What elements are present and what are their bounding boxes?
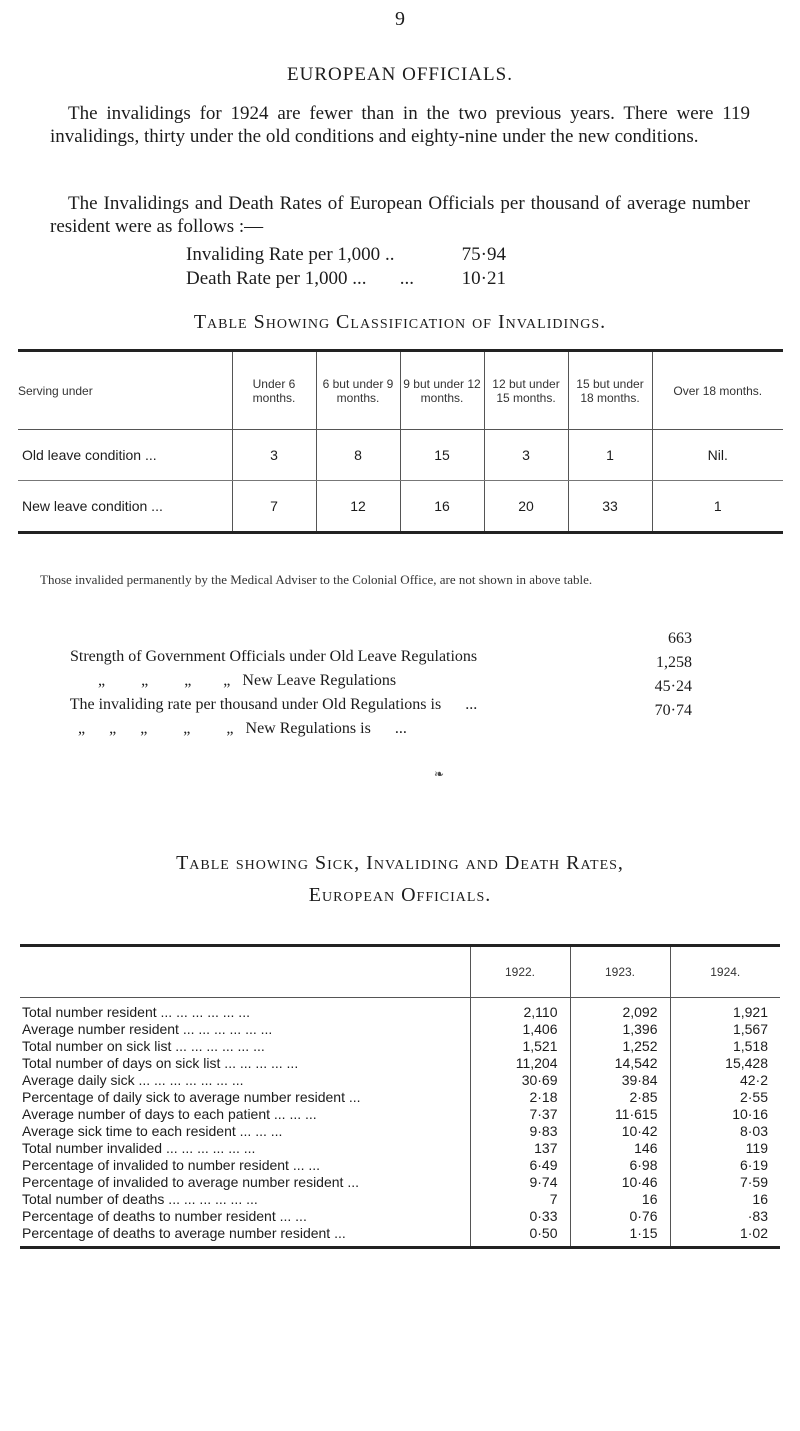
printers-mark-icon: ❧ <box>434 767 445 781</box>
table-cell: 3 <box>484 430 568 481</box>
column-header: Serving under <box>18 351 232 430</box>
table-header-row <box>18 351 783 430</box>
table-cell: 1 <box>652 481 783 533</box>
table-cell: Nil. <box>652 430 783 481</box>
table-cell: 1,567 <box>670 1021 780 1038</box>
table-cell: 1,396 <box>570 1021 670 1038</box>
table-cell: 39·84 <box>570 1072 670 1089</box>
table1-title: Table Showing Classification of Invalidings. <box>193 311 607 333</box>
table-row <box>20 1123 780 1140</box>
table-row <box>20 1072 780 1089</box>
table-cell: 0·76 <box>570 1208 670 1225</box>
table-cell: 16 <box>670 1191 780 1208</box>
table-cell: 7·37 <box>470 1106 570 1123</box>
table-cell: 1,518 <box>670 1038 780 1055</box>
rate-leader: .. <box>380 244 395 265</box>
statement-value: 1,258 <box>656 654 692 671</box>
column-header: 9 but under 12 months. <box>400 351 484 430</box>
table-cell: 2·55 <box>670 1089 780 1106</box>
row-label: Total number of days on sick list ... ... ... ... ... <box>22 1055 299 1071</box>
table-row <box>20 1106 780 1123</box>
statement-text: The invaliding rate per thousand under Old Regulations is ... <box>69 696 478 713</box>
table-row <box>20 1174 780 1191</box>
table-cell: 2·18 <box>470 1089 570 1106</box>
table-cell: 16 <box>570 1191 670 1208</box>
statement-text: Strength of Government Officials under Old Leave Regulations <box>70 648 478 665</box>
table-cell: 3 <box>232 430 316 481</box>
section-title: EUROPEAN OFFICIALS. <box>287 64 513 85</box>
row-label: Old leave condition ... <box>18 430 232 481</box>
table-row <box>20 1140 780 1157</box>
table-row <box>20 1208 780 1225</box>
row-label: Percentage of deaths to number resident ... ... <box>22 1208 307 1224</box>
statement-value: 663 <box>668 630 692 647</box>
column-header: Under 6 months. <box>232 351 316 430</box>
table-cell: 1,921 <box>670 998 780 1022</box>
year-header: 1923. <box>570 946 670 998</box>
row-label: Total number on sick list ... ... ... ... ... ... <box>22 1038 265 1054</box>
table-cell: 7 <box>232 481 316 533</box>
row-label: Percentage of invalided to average number resident ... <box>22 1174 359 1190</box>
table-cell: 9·74 <box>470 1174 570 1191</box>
column-header <box>20 946 470 998</box>
table-row <box>18 430 783 481</box>
table-cell: 1,252 <box>570 1038 670 1055</box>
table-cell: 6·19 <box>670 1157 780 1174</box>
table-cell: 137 <box>470 1140 570 1157</box>
row-label: Percentage of invalided to number resident ... ... <box>22 1157 321 1173</box>
year-header: 1922. <box>470 946 570 998</box>
table-cell: 6·98 <box>570 1157 670 1174</box>
table-row <box>20 1157 780 1174</box>
table-row <box>18 481 783 533</box>
statement-value: 70·74 <box>654 702 692 719</box>
table-cell: 20 <box>484 481 568 533</box>
table-cell: 11,204 <box>470 1055 570 1072</box>
rate-value: 10·21 <box>461 268 506 289</box>
table2-subtitle: European Officials. <box>308 884 492 906</box>
table-cell: 11·615 <box>570 1106 670 1123</box>
table-cell: 10·46 <box>570 1174 670 1191</box>
rate-value: 75·94 <box>461 244 506 265</box>
table-cell: 7·59 <box>670 1174 780 1191</box>
statement-text: „ „ „ „ New Leave Regulations <box>70 672 397 689</box>
statement-row <box>62 702 692 738</box>
table-cell: 2,110 <box>470 998 570 1022</box>
invalidings-classification-table <box>18 349 783 534</box>
table-cell: 15 <box>400 430 484 481</box>
table-cell: 9·83 <box>470 1123 570 1140</box>
table-cell: 8 <box>316 430 400 481</box>
rate-label: Death Rate per 1,000 <box>186 268 348 289</box>
table-cell: 6·49 <box>470 1157 570 1174</box>
table-row <box>20 1089 780 1106</box>
table-header-row <box>20 946 780 998</box>
table-row <box>20 1191 780 1208</box>
table-body <box>20 998 780 1248</box>
rate-leader: ... ... <box>347 268 414 289</box>
table-row <box>20 1038 780 1055</box>
table-cell: 33 <box>568 481 652 533</box>
row-label: Average daily sick ... ... ... ... ... ... ... <box>22 1072 244 1088</box>
table-cell: ·83 <box>670 1208 780 1225</box>
table1-note: Those invalided permanently by the Medical Adviser to the Colonial Office, are not shown in above table. <box>40 572 593 587</box>
table-cell: 1·02 <box>670 1225 780 1248</box>
table-cell: 42·2 <box>670 1072 780 1089</box>
page-number: 9 <box>395 8 405 30</box>
row-label: Percentage of deaths to average number resident ... <box>20 1225 470 1248</box>
row-label: Total number of deaths ... ... ... ... ... ... <box>22 1191 258 1207</box>
intro-paragraph: The invalidings for 1924 are fewer than in the two previous years. There were 119 invalidings, thirty under the old conditions and eighty-nine under the new conditions. <box>50 103 750 147</box>
table-cell: 0·33 <box>470 1208 570 1225</box>
death-rate-row <box>186 268 506 290</box>
table-row <box>20 1055 780 1072</box>
table-cell: 0·50 <box>470 1225 570 1248</box>
table-cell: 10·42 <box>570 1123 670 1140</box>
table-row <box>20 1225 780 1248</box>
invaliding-rate-row <box>186 244 506 266</box>
row-label: Total number resident ... ... ... ... ... ... <box>22 1004 250 1020</box>
year-header: 1924. <box>670 946 780 998</box>
table-cell: 1 <box>568 430 652 481</box>
table-cell: 7 <box>470 1191 570 1208</box>
row-label: Percentage of daily sick to average number resident ... <box>22 1089 361 1105</box>
table-cell: 12 <box>316 481 400 533</box>
table-cell: 16 <box>400 481 484 533</box>
statement-text: „ „ „ „ „ New Regulations is ... <box>70 720 407 737</box>
row-label: New leave condition ... <box>18 481 232 533</box>
column-header: 6 but under 9 months. <box>316 351 400 430</box>
table-cell: 2,092 <box>570 998 670 1022</box>
table-cell: 119 <box>670 1140 780 1157</box>
table-cell: 1·15 <box>570 1225 670 1248</box>
table-cell: 14,542 <box>570 1055 670 1072</box>
table-row <box>20 1021 780 1038</box>
column-header: 12 but under 15 months. <box>484 351 568 430</box>
table-row <box>20 998 780 1022</box>
table-cell: 15,428 <box>670 1055 780 1072</box>
statement-value: 45·24 <box>654 678 692 695</box>
table-cell: 30·69 <box>470 1072 570 1089</box>
sick-invaliding-death-rates-table <box>20 944 780 1249</box>
row-label: Total number invalided ... ... ... ... ... ... <box>22 1140 256 1156</box>
table-cell: 8·03 <box>670 1123 780 1140</box>
row-label: Average sick time to each resident ... ... ... <box>22 1123 283 1139</box>
row-label: Average number of days to each patient ... ... ... <box>22 1106 317 1122</box>
row-label: Average number resident ... ... ... ... ... ... <box>22 1021 273 1037</box>
rates-paragraph: The Invalidings and Death Rates of European Officials per thousand of average number resident were as follows :— <box>50 193 750 237</box>
table-cell: 1,406 <box>470 1021 570 1038</box>
table-cell: 146 <box>570 1140 670 1157</box>
column-header: 15 but under 18 months. <box>568 351 652 430</box>
column-header: Over 18 months. <box>652 351 783 430</box>
table-cell: 1,521 <box>470 1038 570 1055</box>
rate-label: Invaliding Rate per 1,000 <box>186 244 381 265</box>
table-cell: 2·85 <box>570 1089 670 1106</box>
table2-title: Table showing Sick, Invaliding and Death Rates, <box>176 852 624 874</box>
table-cell: 10·16 <box>670 1106 780 1123</box>
